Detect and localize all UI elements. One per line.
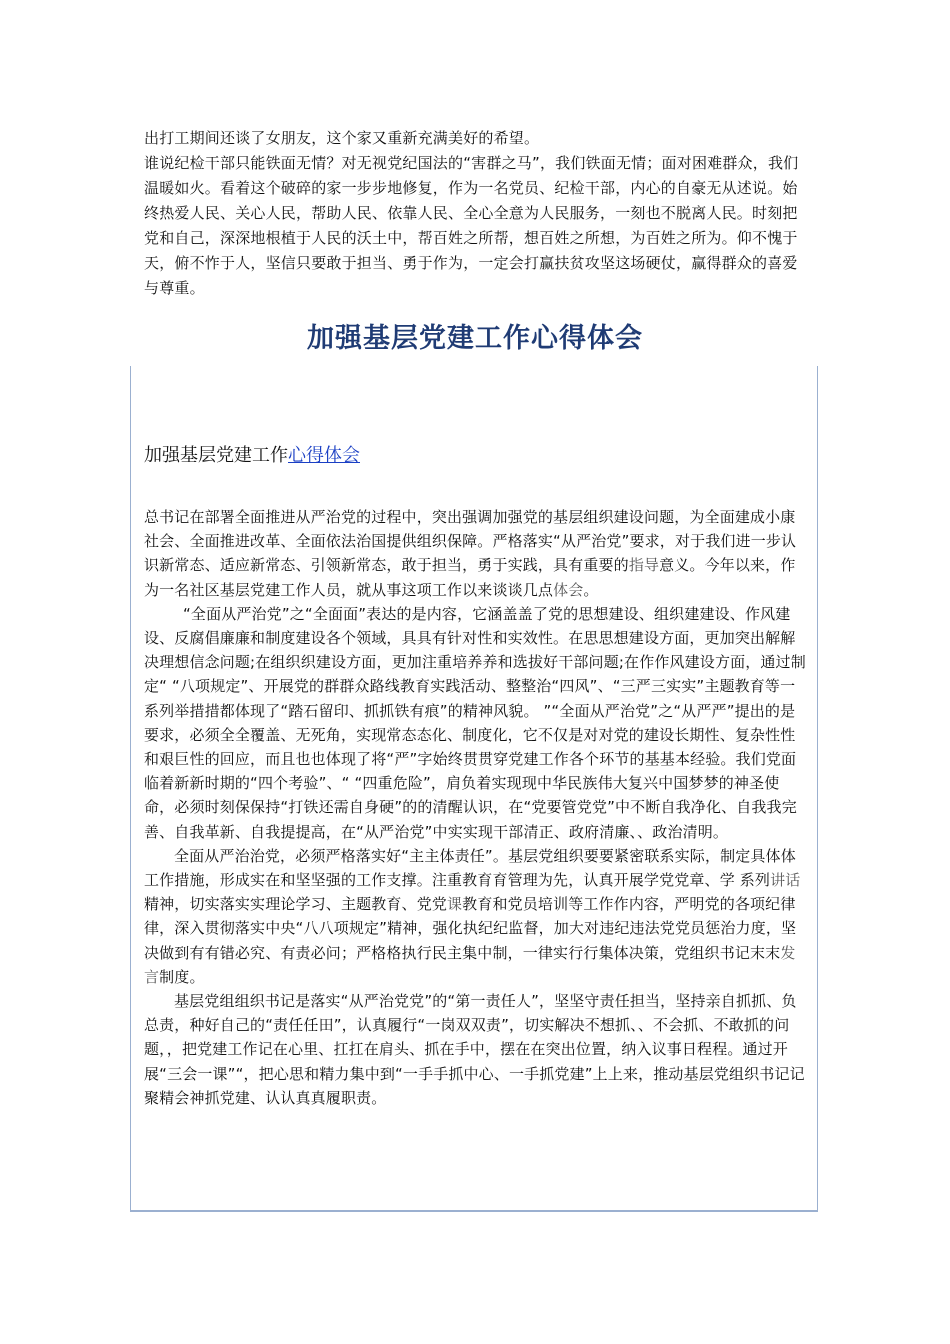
subtitle-link[interactable]: 心得体会	[288, 445, 360, 466]
p3-b: 精神，切实落实实理论学习、主题教育、党党	[144, 895, 448, 914]
page-title: 加强基层党建工作心得体会	[307, 323, 643, 354]
p3-muted-3: 发言	[144, 943, 796, 986]
p1-muted-2: 体会	[553, 580, 584, 599]
p1-mid: 意义。今年以来，作为一名社区基层党建工作人员，就从事这项工作以来谈谈几点	[144, 556, 796, 599]
article-body	[144, 505, 808, 1110]
paragraph-1	[144, 505, 808, 602]
p3-a: 全面从严治治党，必须严格落实好“主主体责任”。基层党组织要要紧密联系实际，制定具体体工作措施，形成实在和坚坚强的工作支撑。注重教育育管理为先，认真开展学党党章、学 系列	[144, 846, 796, 890]
paragraph-3	[144, 844, 808, 989]
subtitle	[144, 441, 360, 467]
p1-main: 总书记在部署全面推进从严治党的过程中，突出强调加强党的基层组织建设问题，为全面建成小康社会、全面推进改革、全面依法治国提供组织保障。严格落实“从严治党”要求，对于我们进一步认识新常态、适应新常态、引领新常态，敢于担当，勇于实践，具有重要的	[144, 508, 797, 575]
p3-d: 制度。	[159, 967, 205, 986]
paragraph-2: “全面从严治党”之“全面面”表达的是内容，它涵盖盖了党的思想建设、组织建建设、作风建设、反腐倡廉廉和制度建设各个领域，具具有针对性和实效性。在思思想建设方面，更加突出解解决理想信念问题;在组织织建设方面，更加注重培养养和选拔好干部问题;在作作风建设方面，通过制定“ “八项规定”、开展党的群群众路线教育实践活动、整整治“四风”、“三严三实实”主题教育等一系列举措措都体现了“踏石留印、抓抓铁有痕”的精神风貌。 ”“全面从严治党”之“从严严”提出的是要求，必须全全覆盖、无死角，实现常态态化、制度化，它不仅是对对党的建设长期性、复杂性性和艰巨性的回应，而且也也体现了将“严”字始终贯贯穿党建工作各个环节的基基本经验。我们党面临着新新时期的“四个考验”、“ “四重危险”，肩负着实现现中华民族伟大复兴中国梦梦的神圣使命，必须时刻保保持“打铁还需自身硬”的的清醒认识，在“党要管党党”中不断自我净化、自我我完善、自我革新、自我提提高，在“从严治党”中实实现干部清正、政府清廉、、政治清明。	[144, 604, 806, 841]
top-paragraph-1: 出打工期间还谈了女朋友，这个家又重新充满美好的希望。	[144, 129, 540, 147]
p1-end: 。	[583, 580, 599, 599]
p1-muted-1: 指导	[628, 556, 660, 575]
p3-muted-2: 课	[447, 895, 463, 914]
subtitle-prefix: 加强基层党建工作	[144, 445, 288, 466]
paragraph-4: 基层党组组织书记是落实“从严治党党”的“第一责任人”，坚坚守责任担当，坚持亲自抓抓、负总责，种好自己的“责任任田”，认真履行“一岗双双责”，切实解决不想抓、、不会抓、不敢抓的问题，，把党建工作记在心里、扛扛在肩头、抓在手中，摆在在突出位置，纳入议事日程程。通过开展“三会一课”“，把心思和精力集中到“一手手抓中心、一手抓党建”上上来，推动基层党组织书记记聚精会神抓党建、认认真真履职责。	[144, 992, 805, 1107]
p3-c: 教育和党员培训等工作作内容，严明党的各项纪律律，深入贯彻落实中央“八八项规定”精神，强化执纪纪监督，加大对违纪违法党党员惩治力度，坚决做到有有错必究、有责必问；严格格执行民主集中制，一律实行行集体决策，党组织书记末末	[144, 895, 797, 962]
top-paragraph-2: 谁说纪检干部只能铁面无情？对无视党纪国法的“害群之马”，我们铁面无情；面对困难群众，我们温暖如火。看着这个破碎的家一步步地修复，作为一名党员、纪检干部，内心的自豪无从述说。始终热爱人民、关心人民，帮助人民、依靠人民、全心全意为人民服务，一刻也不脱离人民。时刻把党和自己，深深地根植于人民的沃土中，帮百姓之所帮，想百姓之所想，为百姓之所为。仰不愧于天，俯不怍于人，坚信只要敢于担当、勇于作为，一定会打赢扶贫攻坚这场硬仗，赢得群众的喜爱与尊重。	[144, 154, 799, 297]
p3-muted-1: 讲话	[770, 871, 801, 890]
top-section	[144, 126, 809, 301]
